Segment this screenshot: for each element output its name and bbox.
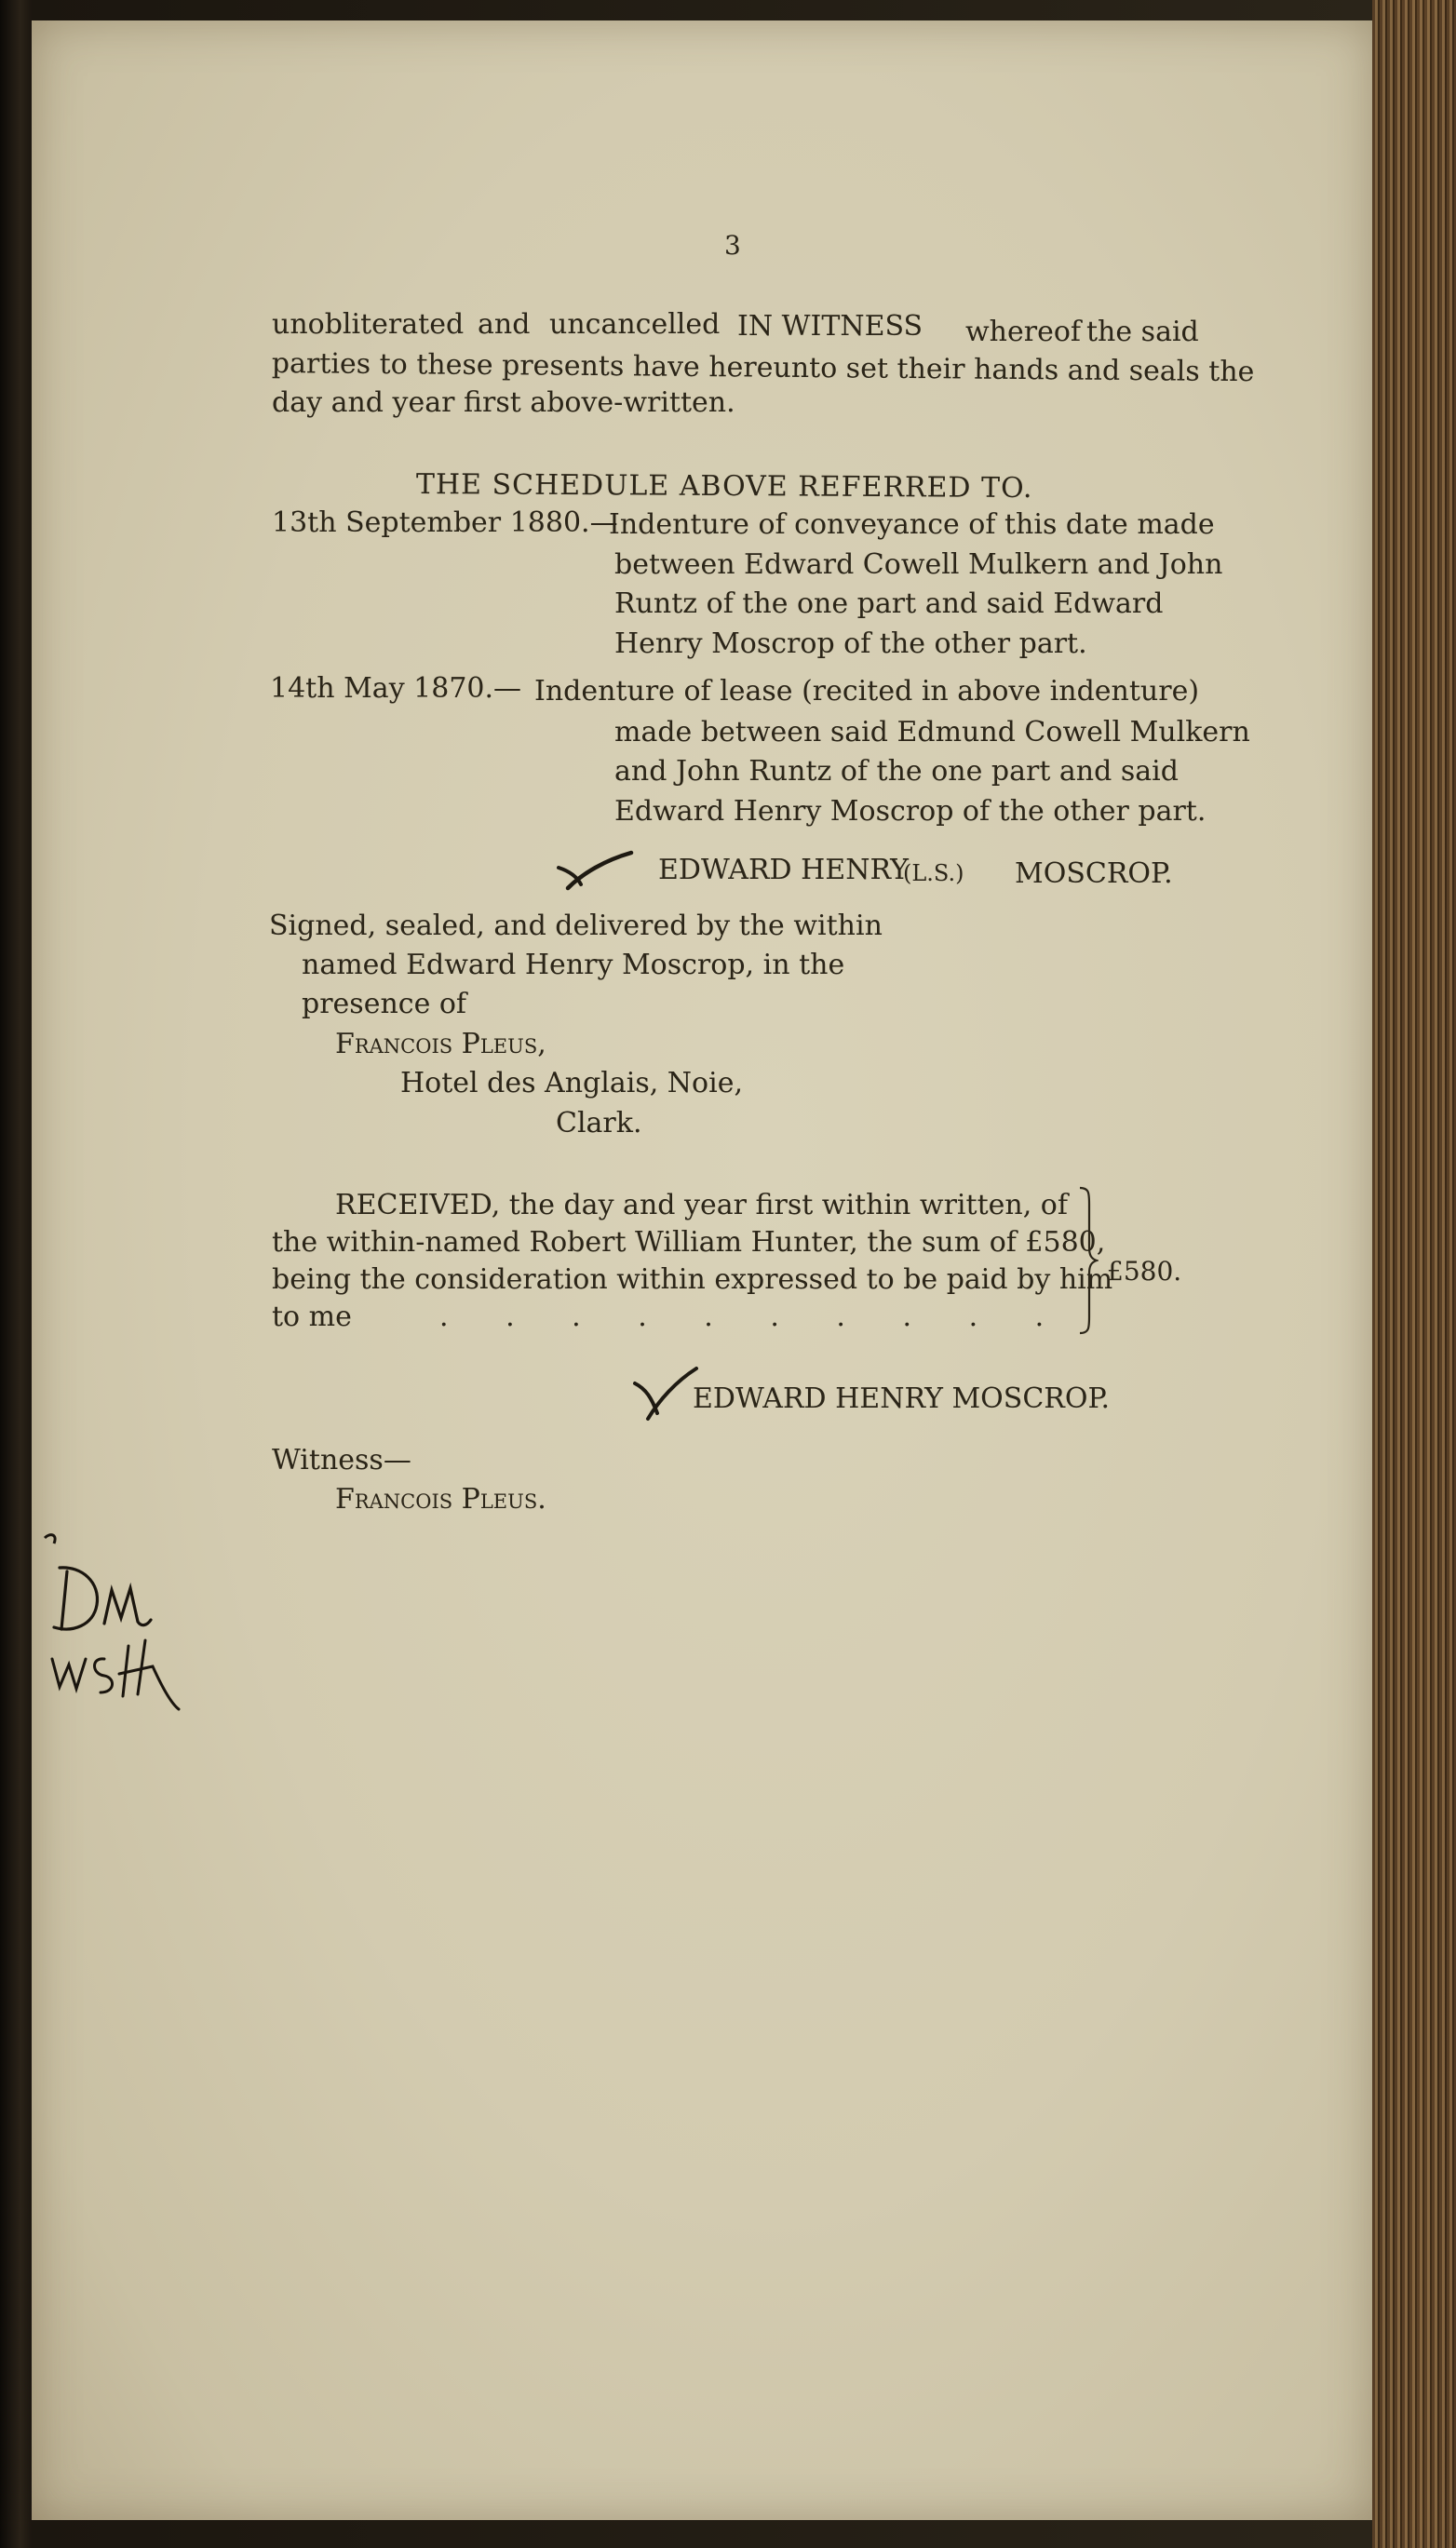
witness-clause-in-witness: IN WITNESS [737,310,923,343]
signature-name-last: MOSCROP. [1015,857,1173,890]
signature-cross-mark [553,840,637,896]
witness-clause-word: whereof [965,316,1082,348]
attestation-witness-name: Francois Pleus, [335,1028,546,1060]
book-page-edges [1372,0,1456,2548]
schedule-entry-line: between Edward Cowell Mulkern and John [614,548,1223,581]
receipt-line: being the consideration within expressed to be paid by him [272,1263,1113,1296]
receipt-signature: EDWARD HENRY MOSCROP. [693,1382,1111,1415]
witness-name: Francois Pleus. [335,1483,546,1516]
receipt-line: the within-named Robert William Hunter, the sum of £580, [272,1226,1106,1259]
document-page [32,20,1372,2520]
witness-clause-word: and [478,308,531,341]
attestation-line: Signed, sealed, and delivered by the within [269,910,883,942]
receipt-signature-cross-mark [627,1361,702,1426]
schedule-entry-line: Edward Henry Moscrop of the other part. [614,795,1207,828]
attestation-witness-address: Hotel des Anglais, Noie, [400,1067,743,1099]
receipt-brace [1078,1186,1099,1335]
schedule-entry-line: Indenture of conveyance of this date made [609,508,1215,541]
receipt-amount: £580. [1107,1256,1182,1287]
witness-clause-line: parties to these presents have hereunto set their hands and seals the [271,347,1255,389]
witness-clause-word: uncancelled [549,308,721,341]
schedule-entry-line: and John Runtz of the one part and said [614,755,1179,788]
schedule-entry-date: 13th September 1880.— [272,506,618,539]
attestation-witness-role: Clark. [556,1107,642,1139]
schedule-entry-line: Runtz of the one part and said Edward [614,587,1164,620]
receipt-leader-dots: . . . . . . . . . . [439,1301,1069,1333]
schedule-entry-line: Indenture of lease (recited in above indenture) [534,675,1200,708]
witness-clause-word: the said [1086,316,1199,348]
page-number: 3 [724,230,741,261]
receipt-line: to me [272,1301,352,1333]
margin-handwritten-initials [26,1510,184,1743]
receipt-line: RECEIVED, the day and year first within written, of [335,1189,1068,1221]
witness-clause-line: day and year first above-written. [272,386,735,419]
attestation-line: presence of [302,988,467,1020]
witness-clause-word: unobliterated [272,308,465,341]
seal-mark: (L.S.) [903,860,964,886]
witness-label: Witness— [272,1444,411,1476]
attestation-line: named Edward Henry Moscrop, in the [302,949,845,981]
schedule-entry-line: Henry Moscrop of the other part. [614,627,1087,660]
signature-name-first: EDWARD HENRY [658,854,909,886]
schedule-entry-line: made between said Edmund Cowell Mulkern [614,716,1250,748]
schedule-entry-date: 14th May 1870.— [270,672,522,705]
schedule-heading: THE SCHEDULE ABOVE REFERRED TO. [415,468,1033,506]
